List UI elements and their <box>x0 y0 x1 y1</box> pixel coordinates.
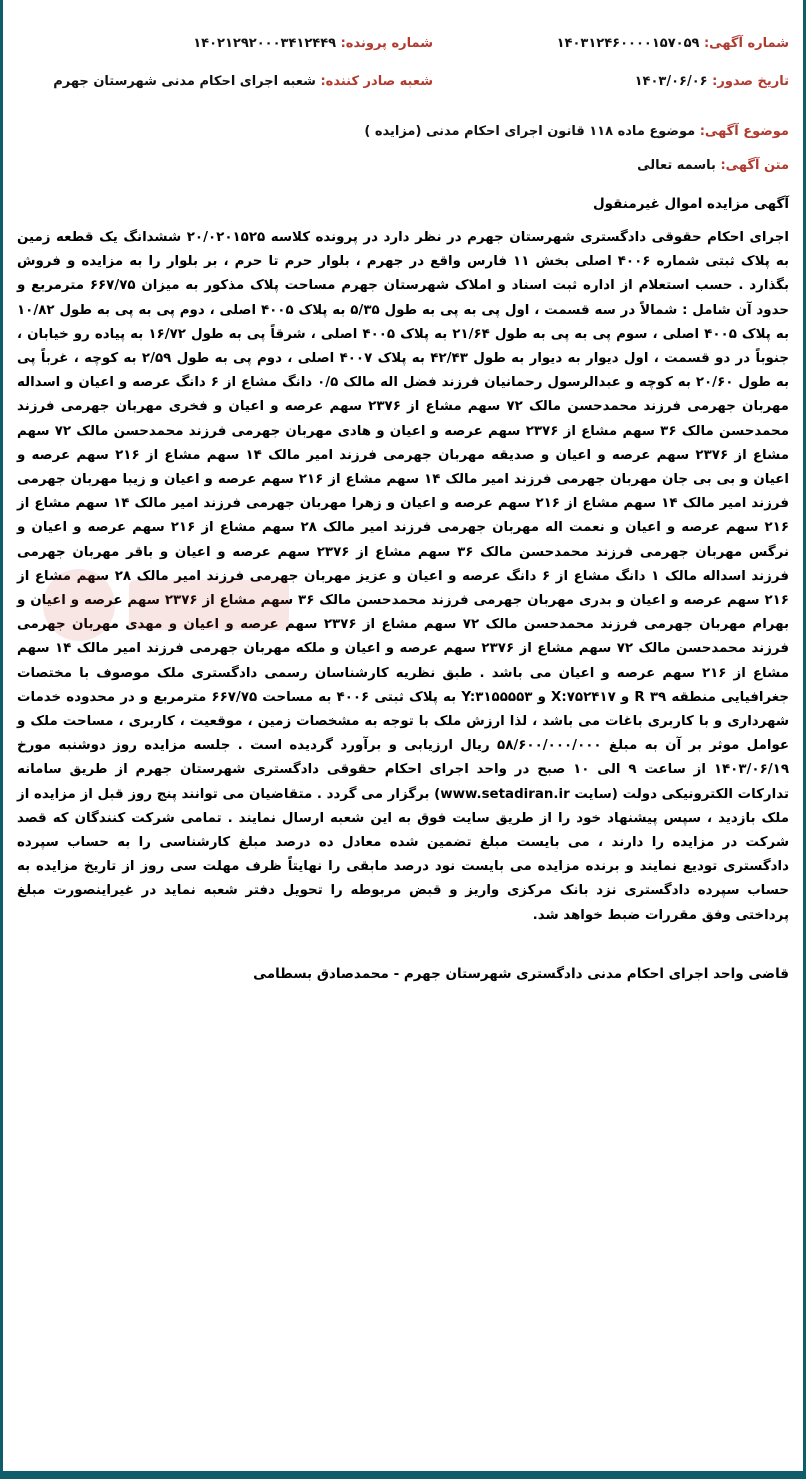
subject-label: موضوع آگهی: <box>699 124 789 139</box>
notice-body: اجرای احکام حقوقی دادگستری شهرستان جهرم در نظر دارد در پرونده کلاسه ۲۰/۰۲۰۱۵۲۵ ششدانگ یک قطعه زمین به پلاک ثبتی شماره ۴۰۰۶ اصلی بخش ۱۱ فارس واقع در جهرم ، بلوار حرم تا حرم ، بر بلوار را به مزایده و فروش بگذارد . حسب استعلام از اداره ثبت اسناد و املاک شهرستان جهرم مساحت پلاک مذکور به میزان ۶۶۷/۷۵ مترمربع و حدود آن شامل : شمالاً در سه قسمت ، اول پی به پی به طول ۵/۳۵ به پلاک ۴۰۰۵ اصلی ، دوم پی به پی به طول ۱۰/۸۲ به پلاک ۴۰۰۵ اصلی ، سوم پی به پی به طول ۲۱/۶۴ به پلاک ۴۰۰۵ اصلی ، شرقاً پی به طول ۱۶/۷۲ به پیاده رو خیابان ، جنوباً در دو قسمت ، اول دیوار به دیوار به طول ۴۲/۴۳ به پلاک ۴۰۰۷ اصلی ، دوم پی به طول ۲/۵۹ به کوچه ، غرباً پی به طول ۲۰/۶۰ به کوچه و عبدالرسول رحمانیان فرزند فضل اله مالک ۰/۵ دانگ مشاع از ۶ دانگ عرصه و اعیان و اسداله مهربان جهرمی فرزند محمدحسن مالک ۷۲ سهم مشاع از ۲۳۷۶ سهم عرصه و اعیان و فخری مهربان جهرمی فرزند محمدحسن مالک ۳۶ سهم مشاع از ۲۳۷۶ سهم عرصه و اعیان و هادی مهربان جهرمی فرزند محمدحسن مالک ۷۲ سهم مشاع از ۲۳۷۶ سهم عرصه و اعیان و صدیقه مهربان جهرمی فرزند امیر مالک ۱۴ سهم مشاع از ۲۱۶ سهم عرصه و اعیان و بی بی جان مهربان جهرمی فرزند امیر مالک ۱۴ سهم مشاع از ۲۱۶ سهم عرصه و اعیان و زیبا مهربان جهرمی فرزند امیر مالک ۱۴ سهم مشاع از ۲۱۶ سهم عرصه و اعیان و زهرا مهربان جهرمی فرزند امیر مالک ۱۴ سهم مشاع از ۲۱۶ سهم عرصه و اعیان و نعمت اله مهربان جهرمی فرزند امیر مالک ۲۸ سهم مشاع از ۲۱۶ سهم عرصه و اعیان و نرگس مهربان جهرمی فرزند محمدحسن مالک ۳۶ سهم مشاع از ۲۳۷۶ سهم عرصه و اعیان و باقر مهربان جهرمی فرزند اسداله مالک ۱ دانگ مشاع از ۶ دانگ عرصه و اعیان و عزیز مهربان جهرمی فرزند امیر مالک ۲۸ سهم مشاع از ۲۱۶ سهم عرصه و اعیان و بدری مهربان جهرمی فرزند محمدحسن مالک ۳۶ سهم مشاع از ۲۳۷۶ سهم عرصه و اعیان و بهرام مهربان جهرمی فرزند محمدحسن مالک ۷۲ سهم مشاع از ۲۳۷۶ سهم عرصه و اعیان و مهدی مهربان جهرمی فرزند محمدحسن مالک ۷۲ سهم مشاع از ۲۳۷۶ سهم عرصه و اعیان و ملکه مهربان جهرمی فرزند امیر مالک ۱۴ سهم مشاع از ۲۱۶ سهم عرصه و اعیان می باشد . طبق نظریه کارشناسان رسمی دادگستری ملک موصوف با مختصات جغرافیایی منطقه ۳۹ R و X:۷۵۲۴۱۷ و Y:۳۱۵۵۵۵۳ به پلاک ثبتی ۴۰۰۶ به مساحت ۶۶۷/۷۵ مترمربع و در محدوده خدمات شهرداری و با کاربری باغات می باشد ، لذا ارزش ملک با توجه به مشخصات زمین ، موقعیت ، کاربری ، مساحت ملک و عوامل موثر بر آن به مبلغ ۵۸/۶۰۰/۰۰۰/۰۰۰ ریال ارزیابی و برآورد گردیده است . جلسه مزایده روز دوشنبه مورخ ۱۴۰۳/۰۶/۱۹ از ساعت ۹ الی ۱۰ صبح در واحد اجرای احکام حقوقی دادگستری شهرستان جهرم از طریق سامانه تدارکات الکترونیکی دولت (سایت www.setadiran.ir) برگزار می گردد . متقاضیان می توانند پنج روز قبل از مزایده از ملک بازدید ، سپس پیشنهاد خود را از طریق سایت فوق به این شعبه ارسال نمایند . تمامی شرکت کنندگان که قصد شرکت در مزایده را دارند ، می بایست مبلغ تضمین شده معادل ده درصد مبلغ کارشناسی را به حساب سپرده دادگستری تودیع نمایند و برنده مزایده می بایست نود درصد مابقی را نهایتاً ظرف مهلت سی روز از تاریخ مزایده به حساب سپرده دادگستری نزد بانک مرکزی واریز و قبض مربوطه را تحویل دفتر شعبه نماید در غیراینصورت مبلغ پرداختی وفق مقررات ضبط خواهد شد. <box>17 230 790 923</box>
subject-value: موضوع ماده ۱۱۸ قانون اجرای احکام مدنی (مزایده ) <box>364 124 696 139</box>
issue-date-label: تاریخ صدور: <box>712 74 789 89</box>
notice-number-value: ۱۴۰۳۱۲۴۶۰۰۰۰۱۵۷۰۵۹ <box>556 36 700 51</box>
issuer-value: شعبه اجرای احکام مدنی شهرستان جهرم <box>53 74 316 89</box>
judge-signature: قاضی واحد اجرای احکام مدنی دادگستری شهرستان جهرم - محمدصادق بسطامی <box>253 966 789 982</box>
notice-number-label: شماره آگهی: <box>703 36 789 51</box>
case-number-value: ۱۴۰۲۱۲۹۲۰۰۰۳۴۱۲۴۴۹ <box>193 36 337 51</box>
issuer-label: شعبه صادر کننده: <box>320 74 433 89</box>
case-number-label: شماره پرونده: <box>340 36 433 51</box>
notice-text-label: متن آگهی: <box>720 158 789 173</box>
issue-date <box>635 74 789 89</box>
case-number <box>193 36 433 51</box>
notice-text-value: باسمه تعالی <box>637 158 716 173</box>
notice-number <box>557 36 789 51</box>
issuer <box>53 74 433 89</box>
bottom-bar <box>0 1471 806 1479</box>
notice-heading: آگهی مزایده اموال غیرمنقول <box>592 196 789 212</box>
notice-subject <box>364 124 789 139</box>
notice-text-header <box>637 158 789 173</box>
issue-date-value: ۱۴۰۳/۰۶/۰۶ <box>634 74 708 89</box>
